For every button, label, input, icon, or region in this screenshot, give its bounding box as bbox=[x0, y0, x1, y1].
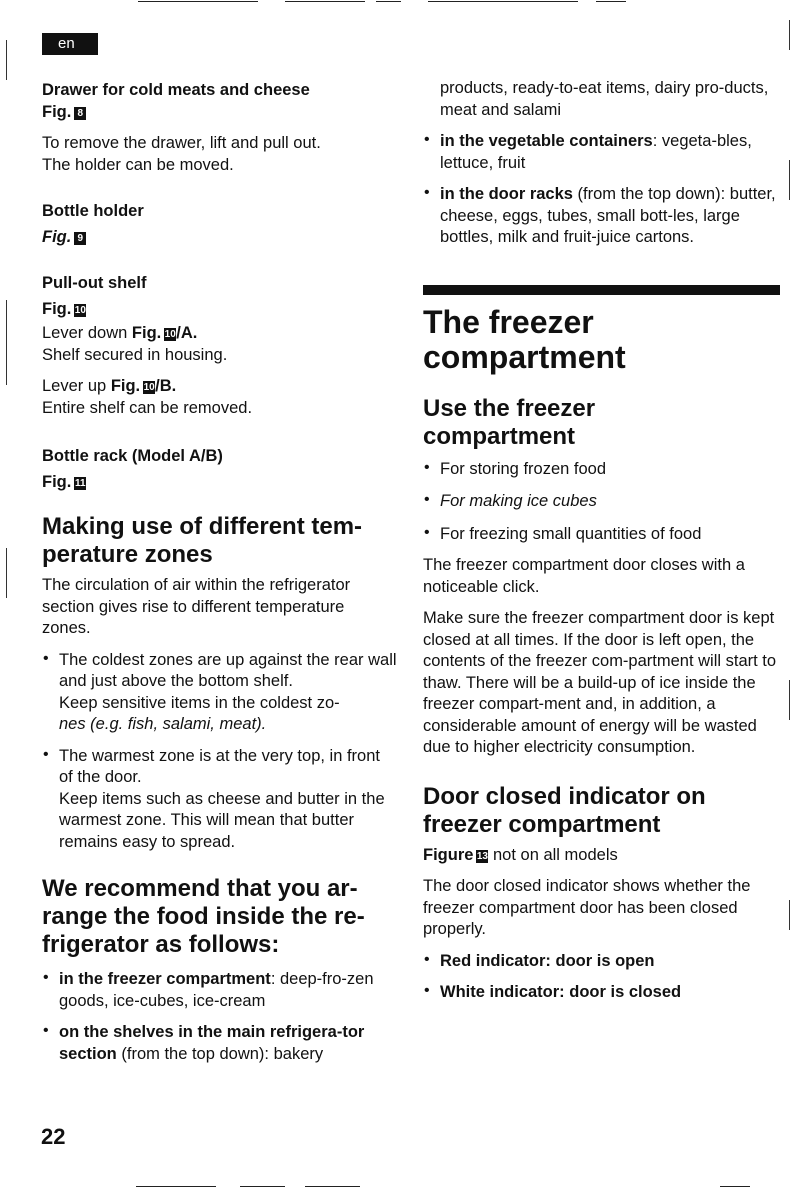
pullout-title: Pull-out shelf bbox=[42, 274, 147, 292]
use-heading-1: Use the freezer bbox=[423, 394, 596, 422]
edge-mark bbox=[6, 300, 7, 385]
right-column bbox=[423, 78, 780, 1004]
page-number: 22 bbox=[41, 1124, 66, 1149]
edge-mark bbox=[789, 20, 790, 50]
continued-text: products, ready-to-eat items, dairy pro-ducts, meat and salami bbox=[440, 79, 769, 119]
coldest-text-1: • The coldest zones are up against the rear wall and just above the bottom shelf. bbox=[59, 650, 397, 690]
shelf-secured: Shelf secured in housing. bbox=[42, 345, 228, 364]
warmest-text-1: • The warmest zone is at the very top, in front of the door. bbox=[59, 746, 380, 786]
coldest-zone-item bbox=[42, 650, 397, 736]
figure-line: Figure 13 not on all models bbox=[423, 845, 618, 864]
door-item bbox=[423, 184, 780, 249]
warmest-text-2: Keep items such as cheese and butter in the warmest zone. This will mean that butter remains easy to spread. bbox=[59, 789, 385, 851]
recommend-heading-2: range the food inside the re- bbox=[42, 903, 365, 930]
rec-freezer-bold: in the freezer compartment bbox=[59, 970, 271, 988]
fig-number-icon: 9 bbox=[74, 232, 86, 245]
fig-number-icon: 10 bbox=[74, 304, 86, 316]
fig-number-icon: 13 bbox=[476, 850, 488, 862]
fig-number-icon: 8 bbox=[74, 107, 86, 120]
zones-paragraph: The circulation of air within the refrigerator section gives rise to different temperature zones. bbox=[42, 576, 351, 637]
bottle-rack-fig: Fig. 11 bbox=[42, 472, 86, 491]
lever-up: Lever up Fig. 10/B. bbox=[42, 377, 177, 395]
entire-shelf: Entire shelf can be removed. bbox=[42, 398, 253, 417]
makesure-paragraph: Make sure the freezer compartment door is kept closed at all times. If the door is left open, the contents of the freezer com-partment will start to thaw. There will be a build-up of ice inside the freezer compart-ment and, in addition, a considerable amount of energy will be wasted due to higher electricity consumption. bbox=[423, 609, 777, 756]
scan-line bbox=[285, 1, 365, 2]
edge-mark bbox=[789, 680, 790, 720]
scan-line bbox=[376, 1, 401, 2]
bottle-holder-fig: Fig. 9 bbox=[42, 227, 397, 249]
use-heading-2: compartment bbox=[423, 422, 576, 450]
fig-number-icon: 10 bbox=[164, 329, 176, 340]
fig-number-icon: 10 bbox=[143, 382, 155, 393]
veg-item bbox=[423, 131, 780, 174]
door-bold: in the door racks bbox=[440, 185, 573, 203]
edge-mark bbox=[789, 160, 790, 200]
left-column bbox=[42, 78, 397, 1065]
rec-shelves-item bbox=[42, 1022, 397, 1065]
rec-shelves-bold: on the shelves in the main refrigera-tor section bbox=[59, 1023, 365, 1063]
veg-bold: in the vegetable containers bbox=[440, 132, 653, 150]
indicator-heading-2: freezer compartment bbox=[423, 810, 661, 838]
indicator-paragraph: The door closed indicator shows whether the freezer compartment door has been closed properly. bbox=[423, 877, 751, 938]
drawer-text-2: The holder can be moved. bbox=[42, 155, 234, 174]
bottle-holder-title: Bottle holder bbox=[42, 202, 144, 220]
scan-line bbox=[138, 1, 258, 2]
scan-line bbox=[720, 1186, 750, 1187]
scan-line bbox=[136, 1186, 216, 1187]
zones-heading-2: perature zones bbox=[42, 541, 213, 568]
rec-freezer-rest: : deep-fro-zen goods, ice-cubes, ice-cream bbox=[59, 970, 374, 1010]
bottle-rack-title: Bottle rack (Model A/B) bbox=[42, 447, 223, 465]
recommend-heading-3: frigerator as follows: bbox=[42, 931, 280, 958]
scan-line bbox=[596, 1, 626, 2]
freezer-heading-1: The freezer bbox=[423, 303, 594, 340]
drawer-title: Drawer for cold meats and cheese bbox=[42, 81, 310, 99]
rec-shelves-rest: (from the top down): bakery bbox=[116, 1044, 324, 1063]
language-badge: en bbox=[42, 33, 98, 55]
lever-down: Lever down Fig. 10/A. bbox=[42, 324, 198, 342]
rec-freezer-item bbox=[42, 969, 397, 1012]
use-item-1: • For storing frozen food bbox=[423, 459, 780, 481]
edge-mark bbox=[6, 40, 7, 80]
red-indicator-item: • Red indicator: door is open bbox=[423, 951, 780, 973]
indicator-heading-1: Door closed indicator on bbox=[423, 782, 706, 810]
scan-line bbox=[240, 1186, 285, 1187]
use-item-3: • For freezing small quantities of food bbox=[423, 524, 780, 546]
veg-rest: : vegeta-bles, lettuce, fruit bbox=[440, 132, 752, 172]
drawer-fig: Fig. 8 bbox=[42, 102, 397, 124]
use-item-2: • For making ice cubes bbox=[423, 491, 780, 513]
warmest-zone-item bbox=[42, 746, 397, 854]
fig-number-icon: 11 bbox=[75, 477, 86, 489]
edge-mark bbox=[6, 548, 7, 598]
drawer-text-1: To remove the drawer, lift and pull out. bbox=[42, 134, 321, 152]
door-rest: (from the top down): butter, cheese, eggs, tubes, small bott-les, large bottles, milk and fruit-juice cartons. bbox=[440, 185, 776, 246]
recommend-heading-1: We recommend that you ar- bbox=[42, 875, 358, 902]
zones-heading-1: Making use of different tem- bbox=[42, 513, 363, 540]
white-indicator-item: • White indicator: door is closed bbox=[423, 982, 780, 1004]
closes-paragraph: The freezer compartment door closes with a noticeable click. bbox=[423, 556, 745, 596]
freezer-heading-2: compartment bbox=[423, 338, 626, 375]
coldest-text-2b: nes (e.g. fish, salami, meat). bbox=[59, 715, 267, 733]
scan-line bbox=[305, 1186, 360, 1187]
section-rule bbox=[423, 285, 780, 295]
pullout-fig: Fig. 10 bbox=[42, 299, 86, 318]
coldest-text-2a: Keep sensitive items in the coldest zo- bbox=[59, 693, 340, 712]
edge-mark bbox=[789, 900, 790, 930]
scan-line bbox=[428, 1, 578, 2]
